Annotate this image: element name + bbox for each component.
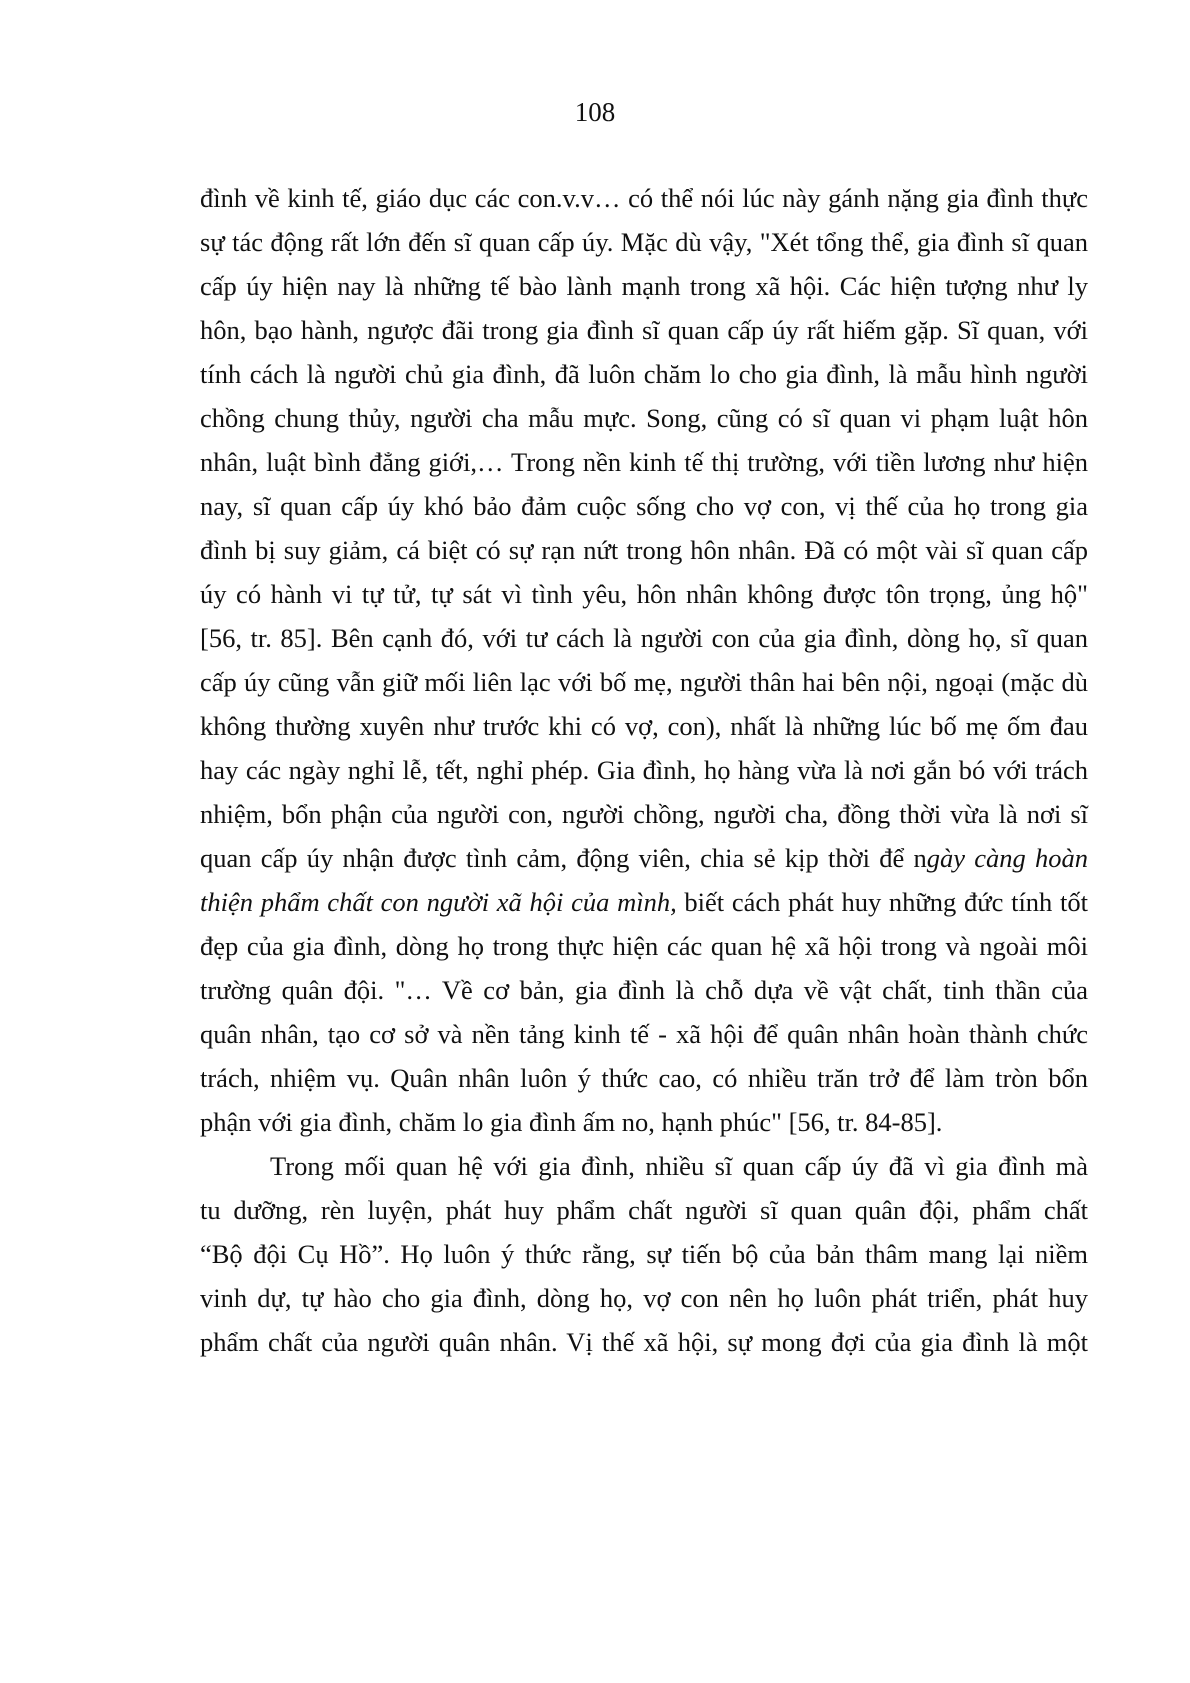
text-line: đẹp của gia đình, dòng họ trong thực hiện các quan hệ xã hội trong và ngoài môi	[200, 931, 1088, 961]
text-line	[200, 880, 1088, 924]
text-line: đình về kinh tế, giáo dục các con.v.v… có thể nói lúc này gánh nặng gia đình thực	[200, 183, 1088, 213]
text-line: quân nhân, tạo cơ sở và nền tảng kinh tế - xã hội để quân nhân hoàn thành chức	[200, 1019, 1088, 1049]
text-span: biết cách phát huy những đức tính tốt	[676, 887, 1088, 917]
italic-text-span: thiện phẩm chất con người xã hội của mình,	[200, 887, 677, 917]
text-line: trường quân đội. "… Về cơ bản, gia đình là chỗ dựa về vật chất, tinh thần của	[200, 975, 1088, 1005]
text-line: nhân, luật bình đẳng giới,… Trong nền kinh tế thị trường, với tiền lương như hiện	[200, 447, 1088, 477]
text-line: nhiệm, bổn phận của người con, người chồng, người cha, đồng thời vừa là nơi sĩ	[200, 799, 1088, 829]
text-line: hay các ngày nghỉ lễ, tết, nghỉ phép. Gia đình, họ hàng vừa là nơi gắn bó với trách	[200, 755, 1088, 785]
text-span: quan cấp úy nhận được tình cảm, động viên, chia sẻ kịp thời để n	[200, 843, 927, 873]
text-line	[200, 836, 1088, 880]
text-line: đình bị suy giảm, cá biệt có sự rạn nứt trong hôn nhân. Đã có một vài sĩ quan cấp	[200, 535, 1088, 565]
text-line: úy có hành vi tự tử, tự sát vì tình yêu, hôn nhân không được tôn trọng, ủng hộ"	[200, 579, 1088, 609]
text-line: Trong mối quan hệ với gia đình, nhiều sĩ quan cấp úy đã vì gia đình mà	[270, 1151, 1088, 1181]
text-line: trách, nhiệm vụ. Quân nhân luôn ý thức cao, có nhiều trăn trở để làm tròn bổn	[200, 1063, 1088, 1093]
text-line: hôn, bạo hành, ngược đãi trong gia đình sĩ quan cấp úy rất hiếm gặp. Sĩ quan, với	[200, 315, 1088, 345]
italic-text-span: gày càng hoàn	[926, 843, 1089, 873]
text-line: sự tác động rất lớn đến sĩ quan cấp úy. Mặc dù vậy, "Xét tổng thể, gia đình sĩ quan	[200, 227, 1088, 257]
text-line: phận với gia đình, chăm lo gia đình ấm no, hạnh phúc" [56, tr. 84-85].	[200, 1107, 943, 1137]
text-line: cấp úy hiện nay là những tế bào lành mạnh trong xã hội. Các hiện tượng như ly	[200, 271, 1088, 301]
text-line: nay, sĩ quan cấp úy khó bảo đảm cuộc sống cho vợ con, vị thế của họ trong gia	[200, 491, 1088, 521]
text-line: “Bộ đội Cụ Hồ”. Họ luôn ý thức rằng, sự tiến bộ của bản thâm mang lại niềm	[200, 1239, 1088, 1269]
text-line: tính cách là người chủ gia đình, đã luôn chăm lo cho gia đình, là mẫu hình người	[200, 359, 1088, 389]
text-line: phẩm chất của người quân nhân. Vị thế xã hội, sự mong đợi của gia đình là một	[200, 1327, 1088, 1357]
text-line: [56, tr. 85]. Bên cạnh đó, với tư cách là người con của gia đình, dòng họ, sĩ quan	[200, 623, 1088, 653]
text-line: vinh dự, tự hào cho gia đình, dòng họ, vợ con nên họ luôn phát triển, phát huy	[200, 1283, 1088, 1313]
text-line: cấp úy cũng vẫn giữ mối liên lạc với bố mẹ, người thân hai bên nội, ngoại (mặc dù	[200, 667, 1088, 697]
text-line: tu dưỡng, rèn luyện, phát huy phẩm chất người sĩ quan quân đội, phẩm chất	[200, 1195, 1088, 1225]
text-line: chồng chung thủy, người cha mẫu mực. Song, cũng có sĩ quan vi phạm luật hôn	[200, 403, 1088, 433]
text-line: không thường xuyên như trước khi có vợ, con), nhất là những lúc bố mẹ ốm đau	[200, 711, 1088, 741]
page-number: 108	[574, 97, 616, 127]
